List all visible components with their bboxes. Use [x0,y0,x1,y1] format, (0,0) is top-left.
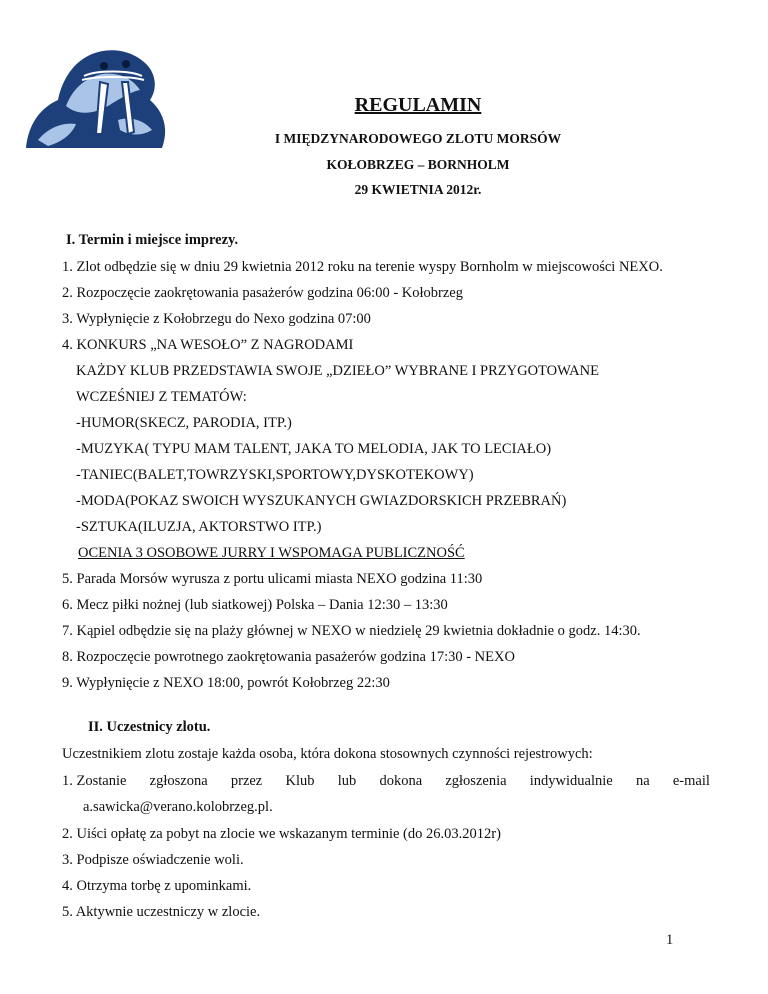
list-item: 7. Kąpiel odbędzie się na plaży głównej w NEXO w niedzielę 29 kwietnia dokładnie o godz. 14:30. [62,623,641,639]
contest-line: WCZEŚNIEJ Z TEMATÓW: [76,389,247,405]
list-item: 5. Parada Morsów wyrusza z portu ulicami miasta NEXO godzina 11:30 [62,571,483,587]
list-item: 3. Podpisze oświadczenie woli. [62,852,244,868]
word: 1. Zostanie [62,773,127,789]
section-heading: I. Termin i miejsce imprezy. [66,232,239,248]
list-item: 4. KONKURS „NA WESOŁO” Z NAGRODAMI [62,337,354,353]
contest-line: -HUMOR(SKECZ, PARODIA, ITP.) [76,415,292,431]
event-route: KOŁOBRZEG – BORNHOLM [326,157,510,172]
section-heading: II. Uczestnicy zlotu. [88,719,211,735]
list-item: 2. Uiści opłatę za pobyt na zlocie we wskazanym terminie (do 26.03.2012r) [62,826,501,842]
contest-line: -TANIEC(BALET,TOWRZYSKI,SPORTOWY,DYSKOTEKOWY) [76,467,474,483]
list-item: 9. Wypłynięcie z NEXO 18:00, powrót Kołobrzeg 22:30 [62,675,390,691]
word: na [635,773,650,789]
contest-line: -MODA(POKAZ SWOICH WYSZUKANYCH GWIAZDORSKICH PRZEBRAŃ) [76,493,567,509]
word: dokona [379,773,423,789]
event-name: I MIĘDZYNARODOWEGO ZLOTU MORSÓW [274,131,562,146]
word: Klub [285,773,315,789]
jury-note: OCENIA 3 OSOBOWE JURRY I WSPOMAGA PUBLICZNOŚĆ [78,545,465,561]
walrus-icon [18,30,168,150]
justified-list-item [62,773,710,790]
email-address: a.sawicka@verano.kolobrzeg.pl. [83,799,273,815]
word: przez [230,773,263,789]
list-item: 1. Zlot odbędzie się w dniu 29 kwietnia 2012 roku na terenie wyspy Bornholm w miejscowości NEXO. [62,259,663,275]
contest-line: -SZTUKA(ILUZJA, AKTORSTWO ITP.) [76,519,322,535]
list-item: 6. Mecz piłki nożnej (lub siatkowej) Polska – Dania 12:30 – 13:30 [62,597,448,613]
document-title: REGULAMIN [354,94,482,116]
section-intro: Uczestnikiem zlotu zostaje każda osoba, która dokona stosownych czynności rejestrowych: [62,746,593,762]
word: zgłoszenia [445,773,507,789]
word: indywidualnie [529,773,613,789]
list-item: 2. Rozpoczęcie zaokrętowania pasażerów godzina 06:00 - Kołobrzeg [62,285,463,301]
list-item: 3. Wypłynięcie z Kołobrzegu do Nexo godzina 07:00 [62,311,371,327]
list-item: 5. Aktywnie uczestniczy w zlocie. [62,904,261,920]
contest-line: -MUZYKA( TYPU MAM TALENT, JAKA TO MELODIA, JAK TO LECIAŁO) [76,441,552,457]
word: lub [337,773,357,789]
page-number: 1 [666,932,674,948]
word: zgłoszona [149,773,208,789]
word: e-mail [672,773,710,789]
list-item: 8. Rozpoczęcie powrotnego zaokrętowania pasażerów godzina 17:30 - NEXO [62,649,515,665]
contest-line: KAŻDY KLUB PRZEDSTAWIA SWOJE „DZIEŁO” WYBRANE I PRZYGOTOWANE [76,363,599,379]
list-item: 4. Otrzyma torbę z upominkami. [62,878,252,894]
event-date: 29 KWIETNIA 2012r. [354,182,482,197]
